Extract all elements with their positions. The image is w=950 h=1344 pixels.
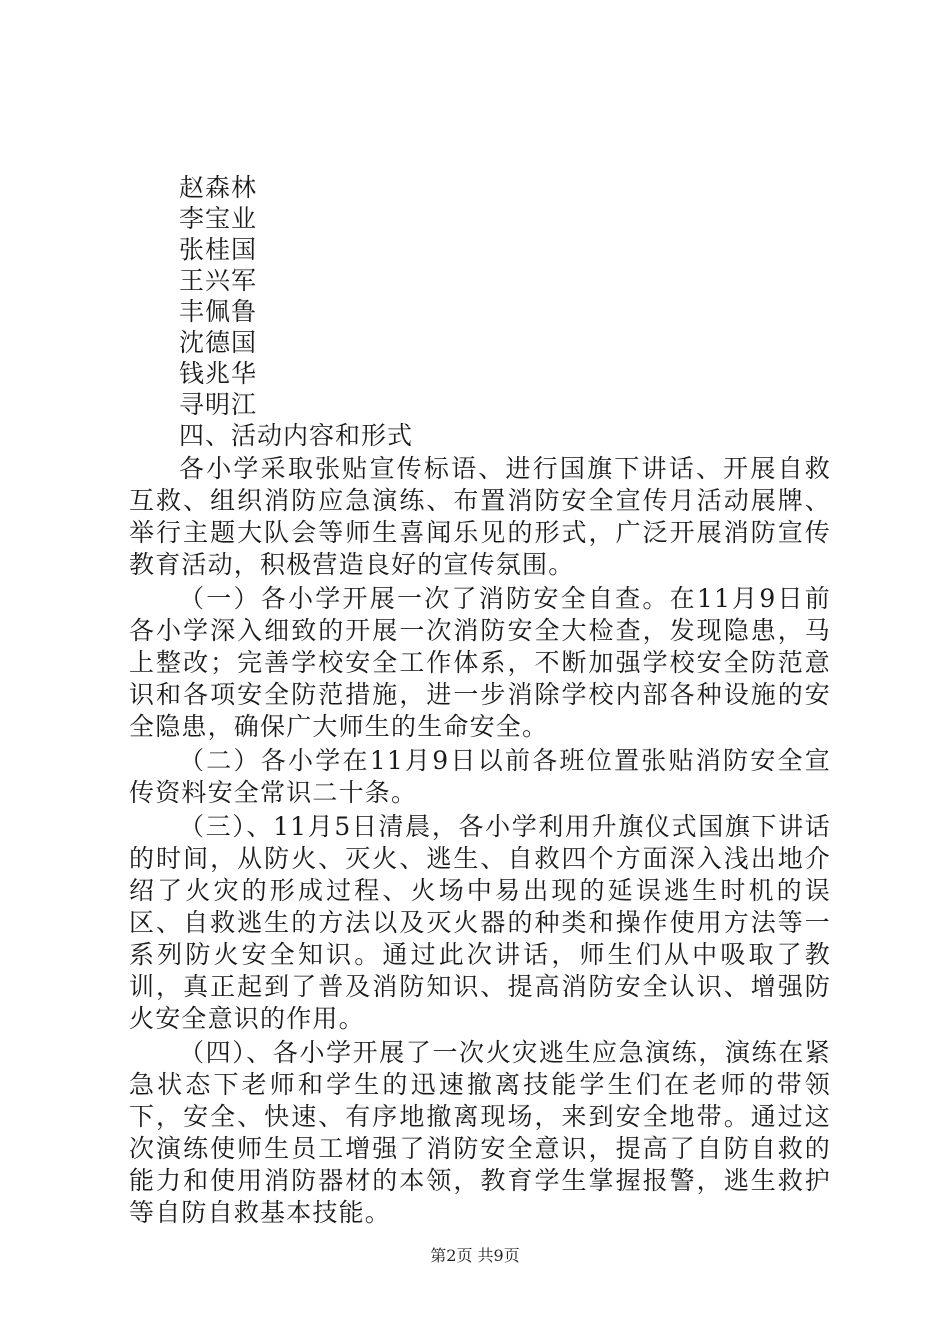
name-item: 丰佩鲁 [179,297,258,326]
paragraph: （二）各小学在11月9日以前各班位置张贴消防安全宣传资料安全常识二十条。 [129,746,831,807]
body-text [129,453,831,1231]
page-number-footer: 第2页 共9页 [430,1246,520,1265]
name-item: 沈德国 [179,328,258,357]
paragraph: （四）、各小学开展了一次火灾逃生应急演练，演练在紧急状态下老师和学生的迅速撤离技能学生们在老师的带领下，安全、快速、有序地撤离现场，来到安全地带。通过这次演练使师生员工增强了消防安全意识，提高了自防自救的能力和使用消防器材的本领，教育学生掌握报警，逃生救护等自防自救基本技能。 [129,1038,831,1227]
name-item: 李宝业 [179,204,258,233]
paragraph: 各小学采取张贴宣传标语、进行国旗下讲话、开展自救互救、组织消防应急演练、布置消防安全宣传月活动展牌、举行主题大队会等师生喜闻乐见的形式，广泛开展消防宣传教育活动，积极营造良好的宣传氛围。 [129,454,831,579]
name-item: 赵森林 [179,173,258,202]
name-item: 寻明江 [179,390,258,419]
name-list [179,172,579,420]
paragraph: （一）各小学开展一次了消防安全自查。在11月9日前各小学深入细致的开展一次消防安全大检查，发现隐患，马上整改；完善学校安全工作体系，不断加强学校安全防范意识和各项安全防范措施，进一步消除学校内部各种设施的安全隐患，确保广大师生的生命安全。 [129,584,831,741]
section-heading: 四、活动内容和形式 [179,421,414,450]
name-item: 钱兆华 [179,359,258,388]
name-item: 王兴军 [179,266,258,295]
paragraph: （三）、11月5日清晨，各小学利用升旗仪式国旗下讲话的时间，从防火、灭火、逃生、自救四个方面深入浅出地介绍了火灾的形成过程、火场中易出现的延误逃生时机的误区、自救逃生的方法以及灭火器的种类和操作使用方法等一系列防火安全知识。通过此次讲话，师生们从中吸取了教训，真正起到了普及消防知识、提高消防安全认识、增强防火安全意识的作用。 [129,812,831,1033]
name-item: 张桂国 [179,235,258,264]
